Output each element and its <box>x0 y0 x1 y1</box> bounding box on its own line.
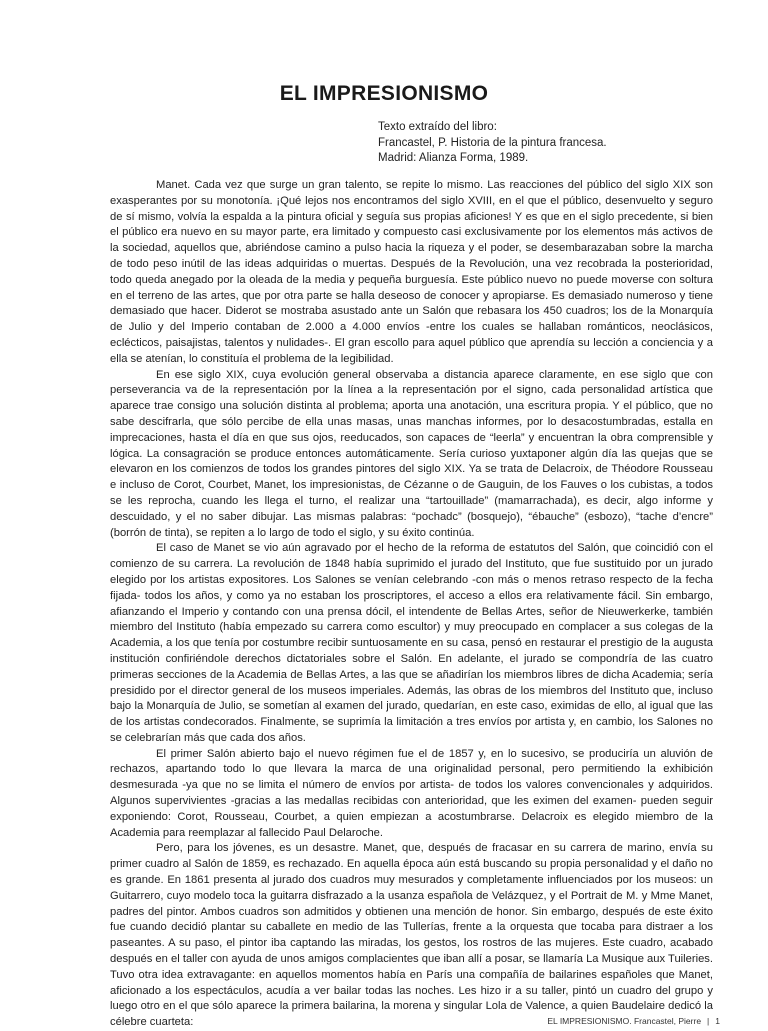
paragraph-5: Pero, para los jóvenes, es un desastre. Manet, que, después de fracasar en su carrera de marino, envía su primer cuadro al Salón de 1859, es rechazado. En aquella época aún está buscando su propia personalidad y el daño no es grande. En 1861 presenta al jurado dos cuadros muy mesurados y completamente influenciados por los museos: un Guitarrero, cuyo modelo toca la guitarra disfrazado a la usanza española de Velázquez, y el Portrait de M. y Mme Manet, padres del pintor. Ambos cuadros son admitidos y obtienen una mención de honor. Sin embargo, después de este éxito fue cuando decidió plantar su caballete en medio de las Tullerías, frente a la orquesta que tocaba para distraer a los paseantes. A su paso, el pintor iba captando las miradas, los gestos, los rostros de las mujeres. Este cuadro, acabado después en el taller con ayuda de unos amigos complacientes que iban allí a posar, se llamaría La Musique aux Tuileries. Tuvo otra idea extravagante: en aquellos momentos había en París una compañía de bailarines españoles que Manet, aficionado a los espectáculos, acudía a ver bailar todas las noches. Les hizo ir a su taller, pintó un cuadro del grupo y luego otro en el que sólo aparece la primera bailarina, la morena y singular Lola de Valence, a quien Baudelaire dedicó la célebre cuarteta: <box>110 842 713 1029</box>
page-footer <box>547 1016 720 1026</box>
source-line-3: Madrid: Alianza Forma, 1989. <box>378 152 529 164</box>
paragraph-2: En ese siglo XIX, cuya evolución general observaba a distancia aparece claramente, en ese siglo que con perseverancia va de la representación por la línea a la representación por el signo, cada personalidad artística que aparece trae consigo una solución distinta al problema; aporta una anotación, una escritura propia. Y el público, que no sabe descifrarla, que sólo percibe de ella unas masas, unas manchas informes, por lo desacostumbradas, estalla en imprecaciones, hasta el día en que sus ojos, reeducados, son capaces de “leerla” y encuentran la obra comprensible y lógica. La consagración se produce entonces automáticamente. Sería curioso yuxtaponer algún día las quejas que se elevaron en los comienzos de todos los grandes pintores del siglo XIX. Ya se trata de Delacroix, de Théodore Rousseau e incluso de Corot, Courbet, Manet, los impresionistas, de Cézanne o de Gauguin, de los Fauves o los cubistas, a todos se les reprocha, cuando les llega el turno, el realizar una “tartouillade” (mamarrachada), es decir, algo informe y descuidado, y el no saber dibujar. Las mismas palabras: “pochadc” (bosquejo), “ébauche” (esbozo), “tache d’encre” (borrón de tinta), se repiten a lo largo de todo el siglo, y su éxito continúa. <box>110 368 713 539</box>
footer-separator: | <box>707 1016 710 1026</box>
source-line-1: Texto extraído del libro: <box>378 121 497 133</box>
paragraph-3: El caso de Manet se vio aún agravado por el hecho de la reforma de estatutos del Salón, que coincidió con el comienzo de su carrera. La revolución de 1848 había suprimido el jurado del Instituto, que fue sustituido por un jurado elegido por los artistas expositores. Los Salones se venían celebrando -con más o menos retraso respecto de la fecha fijada- todos los años, y como ya no estaban los proscriptores, el acceso a ellos era relativamente fácil. Sin embargo, afianzando el Imperio y contando con una prensa dócil, el intendente de Bellas Artes, señor de Nieuwerkerke, también miembro del Instituto (había empezado su carrera como escultor) y muy preocupado en complacer a sus colegas de la Academia, a los que tenía por costumbre recibir suntuosamente en su casa, pensó en restaurar el prestigio de la augusta institución confiriéndole derechos dictatoriales sobre el Salón. En adelante, el jurado se compondría de las cuatro primeras secciones de la Academia de Bellas Artes, a las que se añadirían los miembros libres de dicha Academia; sería presidido por el director general de los museos imperiales. Además, las obras de los miembros del Instituto que, incluso bajo la Monarquía de Julio, se sometían al examen del jurado, quedarían, en este caso, eximidas de ello, al igual que las de los artistas condecorados. Finalmente, se suprimía la limitación a tres envíos por artista y, en cambio, los Salones no se celebrarían más que cada dos años. <box>110 542 713 744</box>
body-text <box>110 178 713 1031</box>
paragraph-4: El primer Salón abierto bajo el nuevo régimen fue el de 1857 y, en lo sucesivo, se produciría un aluvión de rechazos, apartando todo lo que llevara la marca de una originalidad personal, pero permitiendo la exhibición desmesurada -ya que no se limita el número de envíos por artista- de todos los valores convencionales y adquiridos. Algunos supervivientes -gracias a las medallas recibidas con anterioridad, que les eximen del examen- pueden seguir exponiendo: Corot, Rousseau, Courbet, a quien empiezan a acostumbrarse. Delacroix es elegido miembro de la Academia para reemplazar al fallecido Paul Delaroche. <box>110 747 713 839</box>
page-title: EL IMPRESIONISMO <box>279 82 489 105</box>
source-line-2: Francastel, P. Historia de la pintura francesa. <box>378 136 607 149</box>
page-number: 1 <box>715 1016 720 1026</box>
footer-label: EL IMPRESIONISMO. Francastel, Pierre <box>547 1016 702 1026</box>
source-citation <box>378 120 607 167</box>
paragraph-1: Manet. Cada vez que surge un gran talento, se repite lo mismo. Las reacciones del público del siglo XIX son exasperantes por su monotonía. ¡Qué lejos nos encontramos del siglo XVIII, en el que el público, desenvuelto y seguro de sí mismo, volvía la espalda a la pintura oficial y seguía sus propias aficiones! Y es que en el siglo precedente, si bien el público era nuevo en su mayor parte, era limitado y compuesto casi exclusivamente por los elementos más activos de la sociedad, aquellos que, abriéndose camino a pulso hacia la riqueza y el poder, se desembarazaban sobre la marcha de todo peso inútil de las ideas adquiridas o muertas. Después de la Revolución, una vez recobrada la posterioridad, todo queda anegado por la oleada de la media y pequeña burguesía. Este público nuevo no puede moverse con soltura en el terreno de las artes, que por otra parte se halla deseoso de conocer y apropiarse. Es demasiado numeroso y tiene demasiado que hacer. Diderot se mostraba asustado ante un Salón que rebasara los 450 cuadros; los de la Monarquía de Julio y del Imperio contaban de 2.000 a 4.000 envíos -entre los cuales se hallaban románticos, neoclásicos, eclécticos, paisajistas, talentos y nulidades-. El gran escollo para aquel público que aprendía su lección a conciencia y a ella se atenían, lo constituía el problema de la legibilidad. <box>110 179 713 365</box>
